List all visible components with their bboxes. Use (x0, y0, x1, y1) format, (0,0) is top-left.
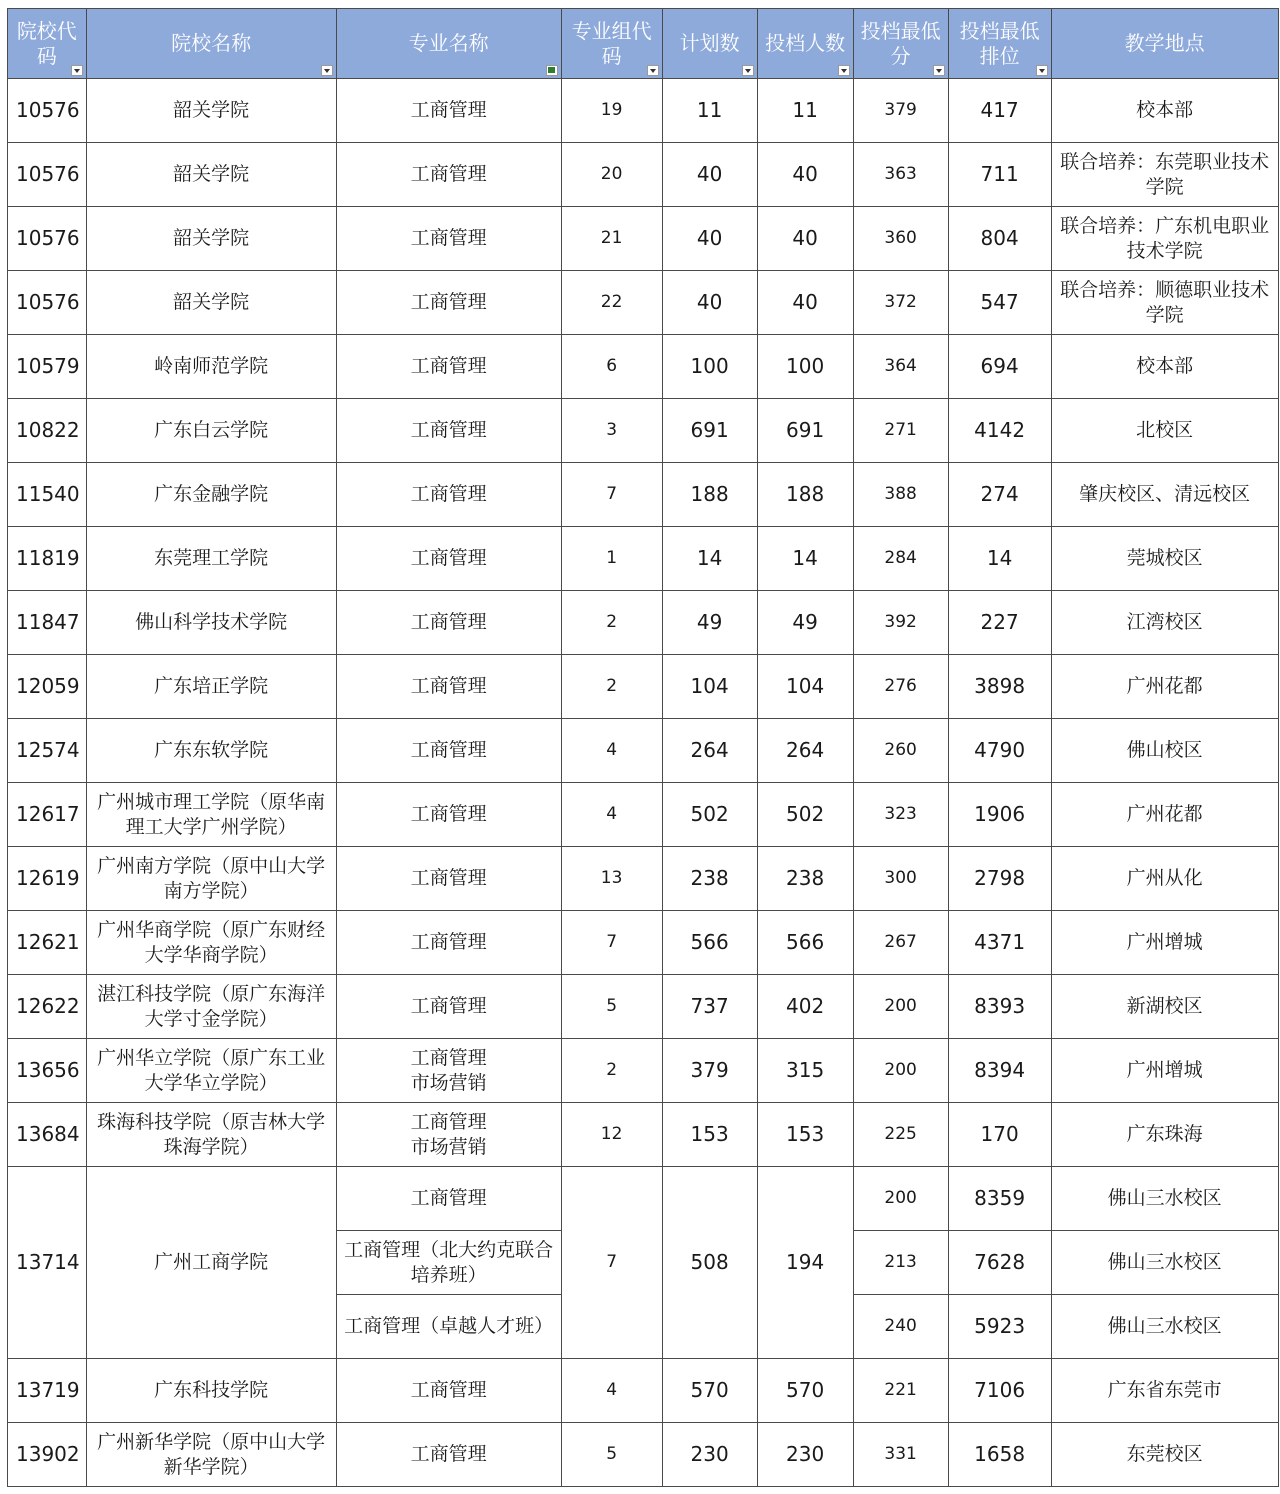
location-cell[interactable]: 联合培养：东莞职业技术学院 (1051, 143, 1278, 207)
table-row (8, 143, 1279, 207)
min-score-cell[interactable]: 260 (853, 719, 948, 783)
school-code-cell[interactable]: 13714 (8, 1167, 87, 1359)
min-rank-cell[interactable]: 8393 (948, 975, 1051, 1039)
school-code-cell[interactable]: 10576 (8, 79, 87, 143)
school-code-cell[interactable]: 12621 (8, 911, 87, 975)
major-name-cell[interactable]: 工商管理 (336, 847, 561, 911)
filter-dropdown-icon[interactable] (1036, 65, 1048, 76)
admitted-count-cell[interactable]: 49 (757, 591, 853, 655)
table-row (8, 847, 1279, 911)
filter-dropdown-icon[interactable] (742, 65, 754, 76)
plan-count-cell[interactable]: 502 (662, 783, 757, 847)
group-code-cell[interactable]: 6 (561, 335, 662, 399)
table-row (8, 591, 1279, 655)
table-row (8, 335, 1279, 399)
school-code-cell[interactable]: 13656 (8, 1039, 87, 1103)
group-code-cell[interactable]: 1 (561, 527, 662, 591)
major-name-cell[interactable]: 工商管理 市场营销 (336, 1039, 561, 1103)
plan-count-cell[interactable]: 104 (662, 655, 757, 719)
school-name-cell[interactable]: 广州城市理工学院（原华南理工大学广州学院） (86, 783, 336, 847)
min-score-cell[interactable]: 323 (853, 783, 948, 847)
school-name-cell[interactable]: 韶关学院 (86, 271, 336, 335)
plan-count-cell[interactable]: 14 (662, 527, 757, 591)
min-rank-cell[interactable]: 7106 (948, 1359, 1051, 1423)
group-code-cell[interactable]: 22 (561, 271, 662, 335)
school-code-cell[interactable]: 10576 (8, 271, 87, 335)
school-code-cell[interactable]: 11847 (8, 591, 87, 655)
school-name-cell[interactable]: 广州华立学院（原广东工业大学华立学院） (86, 1039, 336, 1103)
admitted-count-cell[interactable]: 566 (757, 911, 853, 975)
table-row (8, 1423, 1279, 1487)
major-name-cell[interactable]: 工商管理 (336, 591, 561, 655)
table-row (8, 655, 1279, 719)
group-code-cell[interactable]: 2 (561, 591, 662, 655)
school-name-cell[interactable]: 广州新华学院（原中山大学新华学院） (86, 1423, 336, 1487)
header-cell: 投档人数 (757, 9, 853, 79)
plan-count-cell[interactable]: 188 (662, 463, 757, 527)
plan-count-cell[interactable]: 570 (662, 1359, 757, 1423)
min-rank-cell[interactable]: 4142 (948, 399, 1051, 463)
major-name-cell[interactable]: 工商管理 (336, 975, 561, 1039)
header-cell: 院校代码 (8, 9, 87, 79)
location-cell[interactable]: 广州增城 (1051, 1039, 1278, 1103)
location-cell[interactable]: 佛山三水校区 (1051, 1295, 1278, 1359)
header-cell: 专业名称 (336, 9, 561, 79)
school-code-cell[interactable]: 13719 (8, 1359, 87, 1423)
school-name-cell[interactable]: 韶关学院 (86, 143, 336, 207)
admitted-count-cell[interactable]: 238 (757, 847, 853, 911)
major-name-cell[interactable]: 工商管理 (336, 335, 561, 399)
location-cell[interactable]: 广东省东莞市 (1051, 1359, 1278, 1423)
major-name-cell[interactable]: 工商管理 (336, 527, 561, 591)
plan-count-cell[interactable]: 238 (662, 847, 757, 911)
school-code-cell[interactable]: 10579 (8, 335, 87, 399)
min-rank-cell[interactable]: 547 (948, 271, 1051, 335)
header-row (8, 9, 1279, 79)
table-row (8, 911, 1279, 975)
min-rank-cell[interactable]: 711 (948, 143, 1051, 207)
location-cell[interactable]: 莞城校区 (1051, 527, 1278, 591)
plan-count-cell[interactable]: 100 (662, 335, 757, 399)
school-name-cell[interactable]: 广州南方学院（原中山大学南方学院） (86, 847, 336, 911)
school-code-cell[interactable]: 12574 (8, 719, 87, 783)
major-name-cell[interactable]: 工商管理 (336, 1423, 561, 1487)
min-rank-cell[interactable]: 694 (948, 335, 1051, 399)
school-code-cell[interactable]: 12059 (8, 655, 87, 719)
major-name-cell[interactable]: 工商管理 (336, 719, 561, 783)
min-score-cell[interactable]: 276 (853, 655, 948, 719)
plan-count-cell[interactable]: 508 (662, 1167, 757, 1359)
min-score-cell[interactable]: 300 (853, 847, 948, 911)
location-cell[interactable]: 联合培养：顺德职业技术学院 (1051, 271, 1278, 335)
min-rank-cell[interactable]: 3898 (948, 655, 1051, 719)
admitted-count-cell[interactable]: 264 (757, 719, 853, 783)
min-score-cell[interactable]: 240 (853, 1295, 948, 1359)
group-code-cell[interactable]: 3 (561, 399, 662, 463)
plan-count-cell[interactable]: 40 (662, 271, 757, 335)
table-row (8, 207, 1279, 271)
school-name-cell[interactable]: 广州工商学院 (86, 1167, 336, 1359)
filter-dropdown-icon[interactable] (71, 65, 83, 76)
location-cell[interactable]: 新湖校区 (1051, 975, 1278, 1039)
school-code-cell[interactable]: 11540 (8, 463, 87, 527)
admitted-count-cell[interactable]: 194 (757, 1167, 853, 1359)
min-score-cell[interactable]: 267 (853, 911, 948, 975)
min-score-cell[interactable]: 331 (853, 1423, 948, 1487)
min-score-cell[interactable]: 200 (853, 1039, 948, 1103)
min-rank-cell[interactable]: 417 (948, 79, 1051, 143)
plan-count-cell[interactable]: 230 (662, 1423, 757, 1487)
major-name-cell[interactable]: 工商管理 (336, 655, 561, 719)
school-code-cell[interactable]: 10576 (8, 207, 87, 271)
group-code-cell[interactable]: 2 (561, 655, 662, 719)
location-cell[interactable]: 北校区 (1051, 399, 1278, 463)
min-score-cell[interactable]: 363 (853, 143, 948, 207)
admitted-count-cell[interactable]: 230 (757, 1423, 853, 1487)
admitted-count-cell[interactable]: 153 (757, 1103, 853, 1167)
min-score-cell[interactable]: 213 (853, 1231, 948, 1295)
admitted-count-cell[interactable]: 315 (757, 1039, 853, 1103)
filter-dropdown-icon[interactable] (838, 65, 850, 76)
school-name-cell[interactable]: 湛江科技学院（原广东海洋大学寸金学院） (86, 975, 336, 1039)
header-cell: 教学地点 (1051, 9, 1278, 79)
location-cell[interactable]: 佛山校区 (1051, 719, 1278, 783)
plan-count-cell[interactable]: 566 (662, 911, 757, 975)
group-code-cell[interactable]: 2 (561, 1039, 662, 1103)
location-cell[interactable]: 联合培养：广东机电职业技术学院 (1051, 207, 1278, 271)
admitted-count-cell[interactable]: 11 (757, 79, 853, 143)
school-name-cell[interactable]: 广州华商学院（原广东财经大学华商学院） (86, 911, 336, 975)
school-name-cell[interactable]: 广东白云学院 (86, 399, 336, 463)
header-cell: 专业组代码 (561, 9, 662, 79)
table-row (8, 1039, 1279, 1103)
school-name-cell[interactable]: 佛山科学技术学院 (86, 591, 336, 655)
location-cell[interactable]: 江湾校区 (1051, 591, 1278, 655)
min-rank-cell[interactable]: 2798 (948, 847, 1051, 911)
table-row (8, 1359, 1279, 1423)
table-row (8, 271, 1279, 335)
plan-count-cell[interactable]: 40 (662, 143, 757, 207)
header-cell: 投档最低排位 (948, 9, 1051, 79)
min-rank-cell[interactable]: 227 (948, 591, 1051, 655)
min-score-cell[interactable]: 364 (853, 335, 948, 399)
filter-dropdown-icon[interactable] (933, 65, 945, 76)
min-score-cell[interactable]: 200 (853, 975, 948, 1039)
major-name-cell[interactable]: 工商管理（卓越人才班） (336, 1295, 561, 1359)
plan-count-cell[interactable]: 264 (662, 719, 757, 783)
major-name-cell[interactable]: 工商管理 (336, 143, 561, 207)
admitted-count-cell[interactable]: 691 (757, 399, 853, 463)
group-code-cell[interactable]: 21 (561, 207, 662, 271)
min-score-cell[interactable]: 271 (853, 399, 948, 463)
table-row (8, 463, 1279, 527)
location-cell[interactable]: 肇庆校区、清远校区 (1051, 463, 1278, 527)
min-score-cell[interactable]: 360 (853, 207, 948, 271)
min-score-cell[interactable]: 284 (853, 527, 948, 591)
school-name-cell[interactable]: 珠海科技学院（原吉林大学珠海学院） (86, 1103, 336, 1167)
group-code-cell[interactable]: 7 (561, 1167, 662, 1359)
school-code-cell[interactable]: 10576 (8, 143, 87, 207)
school-code-cell[interactable]: 12617 (8, 783, 87, 847)
min-rank-cell[interactable]: 8359 (948, 1167, 1051, 1231)
min-rank-cell[interactable]: 4371 (948, 911, 1051, 975)
group-code-cell[interactable]: 19 (561, 79, 662, 143)
min-rank-cell[interactable]: 7628 (948, 1231, 1051, 1295)
min-score-cell[interactable]: 225 (853, 1103, 948, 1167)
admission-table (7, 8, 1279, 1487)
admitted-count-cell[interactable]: 14 (757, 527, 853, 591)
admitted-count-cell[interactable]: 40 (757, 207, 853, 271)
school-name-cell[interactable]: 韶关学院 (86, 79, 336, 143)
location-cell[interactable]: 东莞校区 (1051, 1423, 1278, 1487)
filter-dropdown-icon[interactable] (647, 65, 659, 76)
min-score-cell[interactable]: 221 (853, 1359, 948, 1423)
admitted-count-cell[interactable]: 402 (757, 975, 853, 1039)
school-name-cell[interactable]: 广东东软学院 (86, 719, 336, 783)
min-score-cell[interactable]: 392 (853, 591, 948, 655)
filter-active-icon[interactable] (546, 65, 558, 76)
min-score-cell[interactable]: 200 (853, 1167, 948, 1231)
major-name-cell[interactable]: 工商管理 (336, 399, 561, 463)
group-code-cell[interactable]: 7 (561, 911, 662, 975)
table-row (8, 79, 1279, 143)
location-cell[interactable]: 佛山三水校区 (1051, 1167, 1278, 1231)
min-rank-cell[interactable]: 14 (948, 527, 1051, 591)
plan-count-cell[interactable]: 691 (662, 399, 757, 463)
min-rank-cell[interactable]: 4790 (948, 719, 1051, 783)
major-name-cell[interactable]: 工商管理 (336, 271, 561, 335)
plan-count-cell[interactable]: 40 (662, 207, 757, 271)
school-name-cell[interactable]: 韶关学院 (86, 207, 336, 271)
location-cell[interactable]: 广东珠海 (1051, 1103, 1278, 1167)
location-cell[interactable]: 广州从化 (1051, 847, 1278, 911)
min-rank-cell[interactable]: 1658 (948, 1423, 1051, 1487)
admitted-count-cell[interactable]: 502 (757, 783, 853, 847)
school-code-cell[interactable]: 10822 (8, 399, 87, 463)
school-code-cell[interactable]: 13684 (8, 1103, 87, 1167)
school-code-cell[interactable]: 12619 (8, 847, 87, 911)
min-rank-cell[interactable]: 170 (948, 1103, 1051, 1167)
table-row (8, 399, 1279, 463)
plan-count-cell[interactable]: 11 (662, 79, 757, 143)
plan-count-cell[interactable]: 737 (662, 975, 757, 1039)
min-rank-cell[interactable]: 8394 (948, 1039, 1051, 1103)
major-name-cell[interactable]: 工商管理 (336, 463, 561, 527)
location-cell[interactable]: 广州花都 (1051, 655, 1278, 719)
table-row (8, 1167, 1279, 1231)
table-row (8, 783, 1279, 847)
filter-dropdown-icon[interactable] (321, 65, 333, 76)
school-code-cell[interactable]: 11819 (8, 527, 87, 591)
admitted-count-cell[interactable]: 570 (757, 1359, 853, 1423)
table-row (8, 1103, 1279, 1167)
major-name-cell[interactable]: 工商管理 (336, 207, 561, 271)
min-score-cell[interactable]: 388 (853, 463, 948, 527)
admitted-count-cell[interactable]: 188 (757, 463, 853, 527)
min-rank-cell[interactable]: 1906 (948, 783, 1051, 847)
table-row (8, 975, 1279, 1039)
group-code-cell[interactable]: 12 (561, 1103, 662, 1167)
min-score-cell[interactable]: 372 (853, 271, 948, 335)
location-cell[interactable]: 校本部 (1051, 335, 1278, 399)
school-code-cell[interactable]: 13902 (8, 1423, 87, 1487)
school-name-cell[interactable]: 岭南师范学院 (86, 335, 336, 399)
header-cell: 计划数 (662, 9, 757, 79)
admitted-count-cell[interactable]: 40 (757, 271, 853, 335)
major-name-cell[interactable]: 工商管理 (336, 1167, 561, 1231)
location-cell[interactable]: 佛山三水校区 (1051, 1231, 1278, 1295)
group-code-cell[interactable]: 4 (561, 719, 662, 783)
min-rank-cell[interactable]: 804 (948, 207, 1051, 271)
header-cell: 院校名称 (86, 9, 336, 79)
plan-count-cell[interactable]: 49 (662, 591, 757, 655)
location-cell[interactable]: 校本部 (1051, 79, 1278, 143)
plan-count-cell[interactable]: 153 (662, 1103, 757, 1167)
location-cell[interactable]: 广州花都 (1051, 783, 1278, 847)
header-cell: 投档最低分 (853, 9, 948, 79)
major-name-cell[interactable]: 工商管理 (336, 911, 561, 975)
table-row (8, 719, 1279, 783)
group-code-cell[interactable]: 5 (561, 1423, 662, 1487)
major-name-cell[interactable]: 工商管理（北大约克联合培养班） (336, 1231, 561, 1295)
admitted-count-cell[interactable]: 104 (757, 655, 853, 719)
school-name-cell[interactable]: 广东培正学院 (86, 655, 336, 719)
major-name-cell[interactable]: 工商管理 市场营销 (336, 1103, 561, 1167)
min-rank-cell[interactable]: 274 (948, 463, 1051, 527)
major-name-cell[interactable]: 工商管理 (336, 1359, 561, 1423)
table-row (8, 527, 1279, 591)
admitted-count-cell[interactable]: 40 (757, 143, 853, 207)
group-code-cell[interactable]: 5 (561, 975, 662, 1039)
location-cell[interactable]: 广州增城 (1051, 911, 1278, 975)
spreadsheet (7, 8, 1279, 1487)
major-name-cell[interactable]: 工商管理 (336, 79, 561, 143)
major-name-cell[interactable]: 工商管理 (336, 783, 561, 847)
plan-count-cell[interactable]: 379 (662, 1039, 757, 1103)
school-name-cell[interactable]: 广东科技学院 (86, 1359, 336, 1423)
school-code-cell[interactable]: 12622 (8, 975, 87, 1039)
school-name-cell[interactable]: 广东金融学院 (86, 463, 336, 527)
group-code-cell[interactable]: 7 (561, 463, 662, 527)
min-score-cell[interactable]: 379 (853, 79, 948, 143)
admitted-count-cell[interactable]: 100 (757, 335, 853, 399)
min-rank-cell[interactable]: 5923 (948, 1295, 1051, 1359)
group-code-cell[interactable]: 20 (561, 143, 662, 207)
group-code-cell[interactable]: 13 (561, 847, 662, 911)
school-name-cell[interactable]: 东莞理工学院 (86, 527, 336, 591)
group-code-cell[interactable]: 4 (561, 1359, 662, 1423)
group-code-cell[interactable]: 4 (561, 783, 662, 847)
